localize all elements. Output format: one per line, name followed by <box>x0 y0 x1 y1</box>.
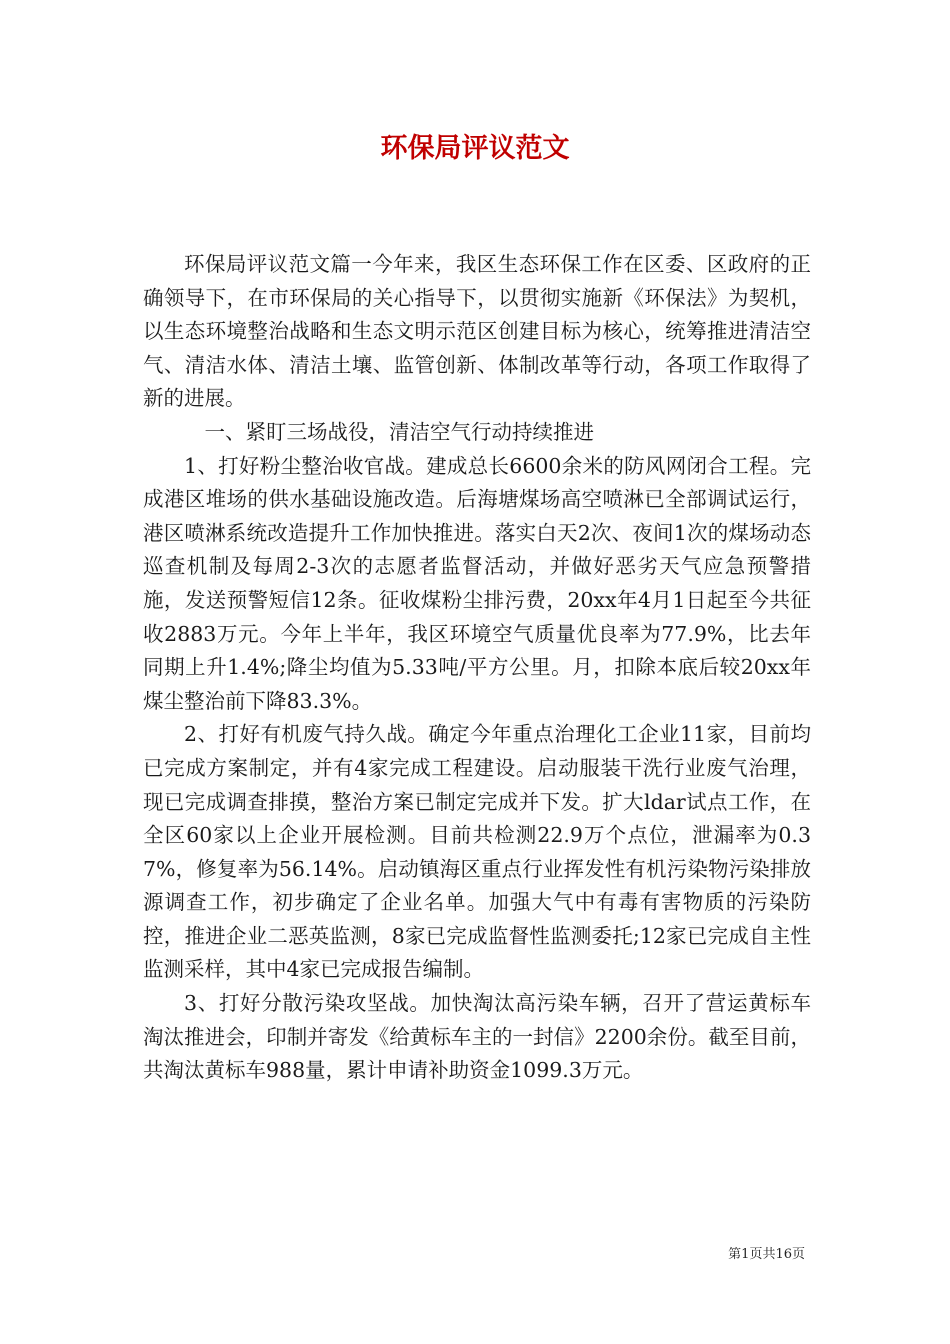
document-title: 环保局评议范文 <box>380 133 570 164</box>
page-number: 第1页共16页 <box>728 1247 805 1262</box>
section-heading: 一、紧盯三场战役，清洁空气行动持续推进 <box>204 419 594 444</box>
document-body <box>143 248 811 1088</box>
paragraph-item-3: 3、打好分散污染攻坚战。加快淘汰高污染车辆，召开了营运黄标车淘汰推进会，印制并寄发《给黄标车主的一封信》2200余份。截至目前，共淘汰黄标车988量，累计申请补助资金1099.3万元。 <box>143 991 811 1083</box>
paragraph-item-1: 1、打好粉尘整治收官战。建成总长6600余米的防风网闭合工程。完成港区堆场的供水基础设施改造。后海塘煤场高空喷淋已全部调试运行，港区喷淋系统改造提升工作加快推进。落实白天2次、夜间1次的煤场动态巡查机制及每周2-3次的志愿者监督活动，并做好恶劣天气应急预警措施，发送预警短信12条。征收煤粉尘排污费，20xx年4月1日起至今共征收2883万元。今年上半年，我区环境空气质量优良率为77.9%，比去年同期上升1.4%;降尘均值为5.33吨/平方公里。月，扣除本底后较20xx年煤尘整治前下降83.3%。 <box>143 453 811 713</box>
paragraph-intro: 环保局评议范文篇一今年来，我区生态环保工作在区委、区政府的正确领导下，在市环保局的关心指导下，以贯彻实施新《环保法》为契机，以生态环境整治战略和生态文明示范区创建目标为核心，统筹推进清洁空气、清洁水体、清洁土壤、监管创新、体制改革等行动，各项工作取得了新的进展。 <box>143 252 811 411</box>
paragraph-item-2: 2、打好有机废气持久战。确定今年重点治理化工企业11家，目前均已完成方案制定，并有4家完成工程建设。启动服装干洗行业废气治理，现已完成调查排摸，整治方案已制定完成并下发。扩大ldar试点工作，在全区60家以上企业开展检测。目前共检测22.9万个点位，泄漏率为0.37%，修复率为56.14%。启动镇海区重点行业挥发性有机污染物污染排放源调查工作，初步确定了企业名单。加强大气中有毒有害物质的污染防控，推进企业二恶英监测，8家已完成监督性监测委托;12家已完成自主性监测采样，其中4家已完成报告编制。 <box>143 722 811 982</box>
